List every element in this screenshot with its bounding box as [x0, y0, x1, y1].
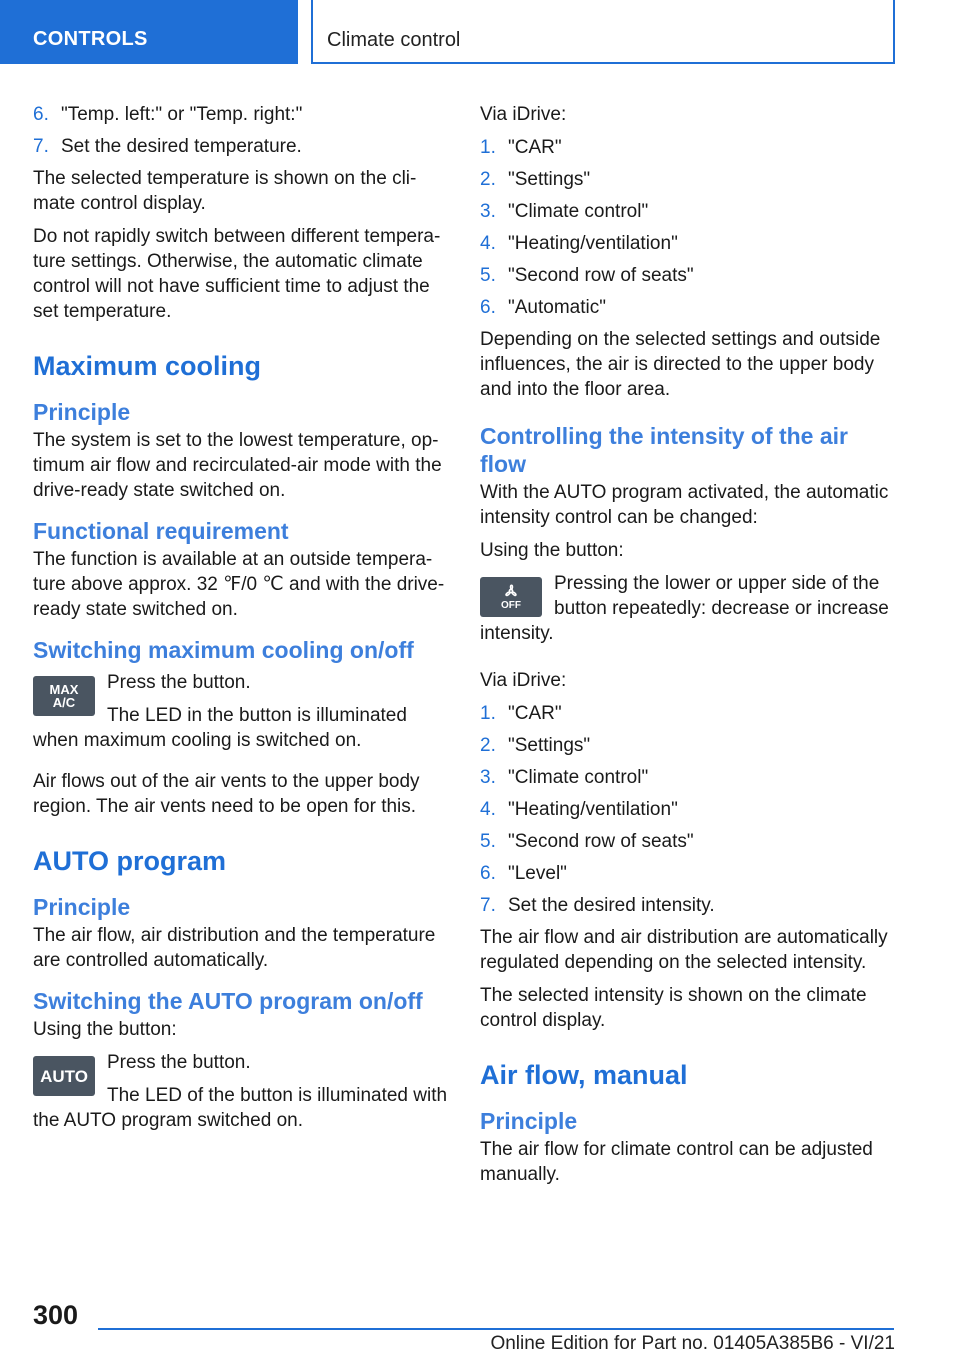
- heading-principle: Principle: [480, 1108, 578, 1134]
- heading-controlling-intensity: Controlling the intensity of the air flow: [480, 423, 848, 477]
- heading-switching-auto: Switching the AUTO program on/off: [33, 988, 423, 1014]
- fan-instruction: [480, 571, 900, 654]
- heading-principle: Principle: [33, 894, 131, 920]
- paragraph: Pressing the lower or upper side of the button repeatedly: decrease or increase intensity.: [480, 573, 889, 644]
- paragraph: With the AUTO program activated, the automatic intensity control can be changed:: [480, 482, 889, 528]
- list-item: 7. Set the desired temperature.: [33, 136, 302, 157]
- paragraph: Depending on the selected settings and outside influences, the air is directed to the upper body and into the floor area.: [480, 329, 881, 400]
- chapter-tab: [311, 0, 895, 64]
- list-item: 1. "CAR": [480, 137, 562, 158]
- paragraph: The selected temperature is shown on the cli-mate control display.: [33, 168, 417, 214]
- paragraph: Press the button.: [107, 672, 251, 693]
- list-item: 2. "Settings": [480, 169, 591, 190]
- list-item: 6. "Temp. left:" or "Temp. right:": [33, 104, 303, 125]
- idrive-steps-level: [480, 701, 900, 918]
- fan-off-button-icon: OFF: [480, 577, 542, 617]
- list-item: 3. "Climate control": [480, 201, 649, 222]
- fan-icon: [500, 583, 522, 599]
- right-column: [480, 102, 900, 1195]
- paragraph: Using the button:: [33, 1019, 177, 1040]
- heading-principle: Principle: [33, 399, 131, 425]
- heading-functional-requirement: Functional requirement: [33, 518, 289, 544]
- chapter-title: Climate control: [327, 29, 461, 51]
- list-item: 3. "Climate control": [480, 767, 649, 788]
- paragraph: The selected intensity is shown on the climate control display.: [480, 985, 867, 1031]
- paragraph: The LED of the button is illuminated with the AUTO program switched on.: [33, 1085, 448, 1131]
- paragraph: The air flow, air distribution and the temperature are controlled automatically.: [33, 925, 436, 971]
- auto-button-icon: AUTO: [33, 1056, 95, 1096]
- footer-divider: [98, 1328, 894, 1330]
- paragraph: The LED in the button is illuminated when maximum cooling is switched on.: [33, 705, 407, 751]
- heading-auto-program: AUTO program: [33, 846, 227, 876]
- paragraph: Do not rapidly switch between different tempera-ture settings. Otherwise, the automatic climate control will not have sufficient time to adjust the set temperature.: [33, 226, 441, 322]
- section-title: CONTROLS: [33, 28, 148, 50]
- paragraph: Via iDrive:: [480, 104, 567, 125]
- list-item: 5. "Second row of seats": [480, 265, 694, 286]
- list-item: 6. "Automatic": [480, 297, 606, 318]
- list-item: 7. Set the desired intensity.: [480, 895, 715, 916]
- list-item: 1. "CAR": [480, 703, 562, 724]
- heading-switching-max-cooling: Switching maximum cooling on/off: [33, 637, 414, 663]
- auto-instruction: [33, 1050, 449, 1141]
- list-item: 2. "Settings": [480, 735, 591, 756]
- left-column: [33, 102, 449, 1149]
- paragraph: The air flow for climate control can be adjusted manually.: [480, 1139, 873, 1185]
- idrive-steps-auto: [480, 135, 900, 320]
- page-number: 300: [33, 1300, 79, 1330]
- list-item: 4. "Heating/ventilation": [480, 799, 678, 820]
- max-ac-button-icon: MAX A/C: [33, 676, 95, 716]
- paragraph: Via iDrive:: [480, 670, 567, 691]
- section-tab: [0, 0, 298, 64]
- list-item: 6. "Level": [480, 863, 567, 884]
- paragraph: Air flows out of the air vents to the upper body region. The air vents need to be open for this.: [33, 771, 420, 817]
- edition-note: Online Edition for Part no. 01405A385B6 - VI/21: [490, 1333, 895, 1354]
- paragraph: The system is set to the lowest temperature, op-timum air flow and recirculated-air mode with the drive-ready state switched on.: [33, 430, 442, 501]
- paragraph: The air flow and air distribution are automatically regulated depending on the selected intensity.: [480, 927, 888, 973]
- paragraph: Press the button.: [107, 1052, 251, 1073]
- heading-air-flow-manual: Air flow, manual: [480, 1060, 688, 1090]
- paragraph: The function is available at an outside tempera-ture above approx. 32 ℉/0 ℃ and with the drive-ready state switched on.: [33, 549, 445, 620]
- max-ac-instruction: [33, 670, 449, 761]
- list-item: 4. "Heating/ventilation": [480, 233, 678, 254]
- heading-maximum-cooling: Maximum cooling: [33, 351, 262, 381]
- list-item: 5. "Second row of seats": [480, 831, 694, 852]
- paragraph: Using the button:: [480, 540, 624, 561]
